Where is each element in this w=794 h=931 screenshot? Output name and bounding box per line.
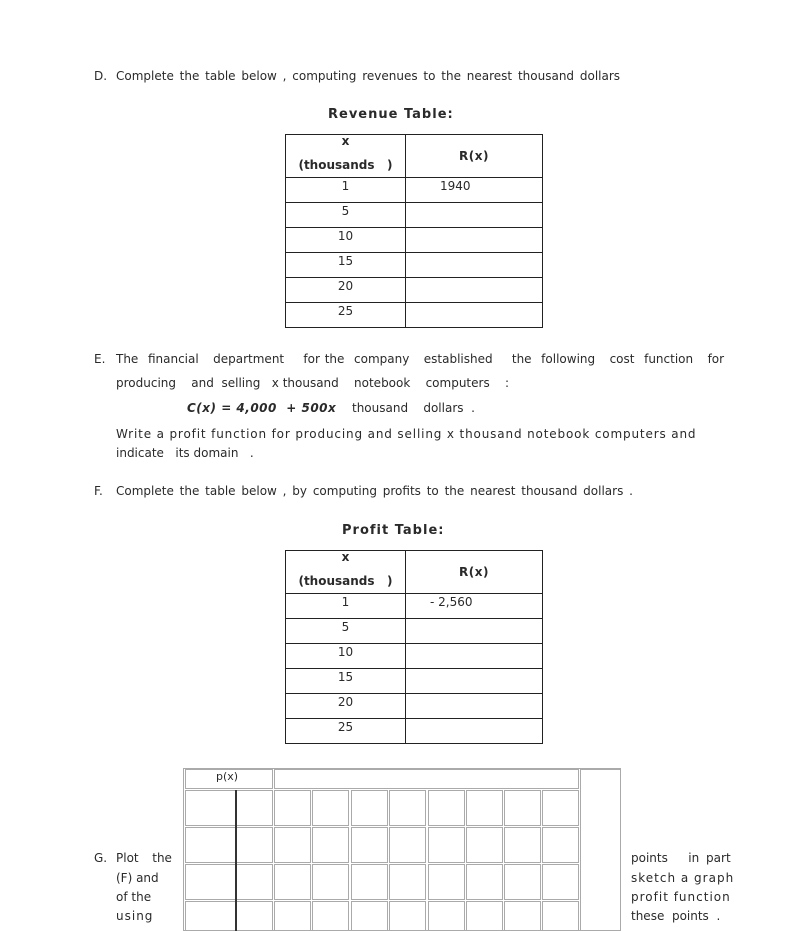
profit-table	[285, 550, 543, 744]
table-cell-r[interactable]	[406, 253, 543, 278]
part-g-right-line: points in part	[631, 851, 731, 865]
table-cell-x: 5	[286, 619, 406, 644]
graph-cell	[466, 827, 503, 863]
graph-cell	[274, 790, 311, 826]
part-f-label: F.	[94, 484, 103, 498]
graph-cell	[466, 864, 503, 900]
table-cell-x: 1	[286, 594, 406, 619]
part-g-left-line: Plot the	[116, 851, 172, 865]
graph-cell	[185, 864, 273, 900]
graph-cell	[185, 790, 273, 826]
part-g-left-line: using	[116, 909, 154, 923]
table-cell-r[interactable]	[406, 619, 543, 644]
table-cell-r[interactable]: 1940	[406, 178, 543, 203]
table-cell-x: 25	[286, 303, 406, 328]
table-cell-r[interactable]	[406, 719, 543, 744]
graph-cell	[542, 790, 579, 826]
graph-cell	[185, 827, 273, 863]
table-cell-r[interactable]	[406, 303, 543, 328]
part-e-line2: producing and selling x thousand notebook computers :	[116, 376, 509, 390]
graph-cell	[351, 864, 388, 900]
graph-cell	[274, 901, 311, 931]
table-cell-x: 10	[286, 228, 406, 253]
part-g-right-line: these points .	[631, 909, 721, 923]
graph-axis-label: p(x)	[216, 770, 239, 783]
graph-cell	[428, 901, 465, 931]
table-cell-x: 10	[286, 644, 406, 669]
table-cell-x: 25	[286, 719, 406, 744]
graph-side-column	[580, 769, 621, 931]
cost-function-unit: thousand dollars .	[352, 401, 475, 415]
table-cell-r[interactable]	[406, 228, 543, 253]
graph-cell	[389, 864, 426, 900]
graph-cell	[274, 864, 311, 900]
part-g-left-line: of the	[116, 890, 152, 904]
graph-cell	[504, 901, 541, 931]
graph-cell	[312, 827, 349, 863]
graph-cell	[542, 827, 579, 863]
table-cell-x: 1	[286, 178, 406, 203]
graph-cell	[542, 864, 579, 900]
part-g-right-line: sketch a graph	[631, 871, 735, 885]
part-d-label: D.	[94, 69, 108, 83]
cost-function-formula: C(x) = 4,000 + 500x	[187, 401, 337, 415]
table-cell-r[interactable]: - 2,560	[406, 594, 543, 619]
table-cell-x: 20	[286, 694, 406, 719]
revenue-table-header-r: R(x)	[406, 135, 543, 178]
graph-cell	[312, 790, 349, 826]
part-g-label: G.	[94, 851, 108, 865]
revenue-table-header-x: x (thousands )	[286, 135, 406, 178]
table-cell-r[interactable]	[406, 644, 543, 669]
graph-cell	[351, 901, 388, 931]
table-cell-x: 15	[286, 253, 406, 278]
profit-table-header-x: x (thousands )	[286, 551, 406, 594]
part-e-line1: The financial department for the company established the following cost function for	[116, 352, 725, 366]
graph-cell	[504, 790, 541, 826]
graph-header-cell	[274, 769, 579, 789]
graph-cell	[466, 901, 503, 931]
table-cell-r[interactable]	[406, 203, 543, 228]
profit-table-title: Profit Table:	[342, 523, 445, 538]
profit-table-header-r: R(x)	[406, 551, 543, 594]
graph-cell	[312, 864, 349, 900]
graph-y-axis	[235, 790, 237, 931]
part-e-label: E.	[94, 352, 106, 366]
graph-cell	[389, 790, 426, 826]
revenue-table-title: Revenue Table:	[328, 107, 454, 122]
part-g-right-line: profit function	[631, 890, 731, 904]
graph-cell	[542, 901, 579, 931]
table-cell-r[interactable]	[406, 278, 543, 303]
graph-cell	[504, 864, 541, 900]
graph-cell	[185, 901, 273, 931]
graph-cell	[389, 827, 426, 863]
part-e-line3: Write a profit function for producing and selling x thousand notebook computers and	[116, 427, 697, 441]
table-cell-x: 15	[286, 669, 406, 694]
revenue-table	[285, 134, 543, 328]
part-g-left-line: (F) and	[116, 871, 159, 885]
graph-cell	[274, 827, 311, 863]
graph-cell	[351, 827, 388, 863]
part-f-instruction: Complete the table below , by computing profits to the nearest thousand dollars .	[116, 484, 633, 498]
table-cell-x: 20	[286, 278, 406, 303]
graph-cell	[428, 790, 465, 826]
graph-cell	[351, 790, 388, 826]
graph-cell	[428, 864, 465, 900]
part-e-line4: indicate its domain .	[116, 446, 254, 460]
graph-cell	[466, 790, 503, 826]
graph-cell	[312, 901, 349, 931]
part-d-instruction: Complete the table below , computing revenues to the nearest thousand dollars	[116, 69, 621, 83]
graph-cell	[504, 827, 541, 863]
graph-cell	[428, 827, 465, 863]
table-cell-r[interactable]	[406, 669, 543, 694]
table-cell-r[interactable]	[406, 694, 543, 719]
table-cell-x: 5	[286, 203, 406, 228]
graph-cell	[389, 901, 426, 931]
